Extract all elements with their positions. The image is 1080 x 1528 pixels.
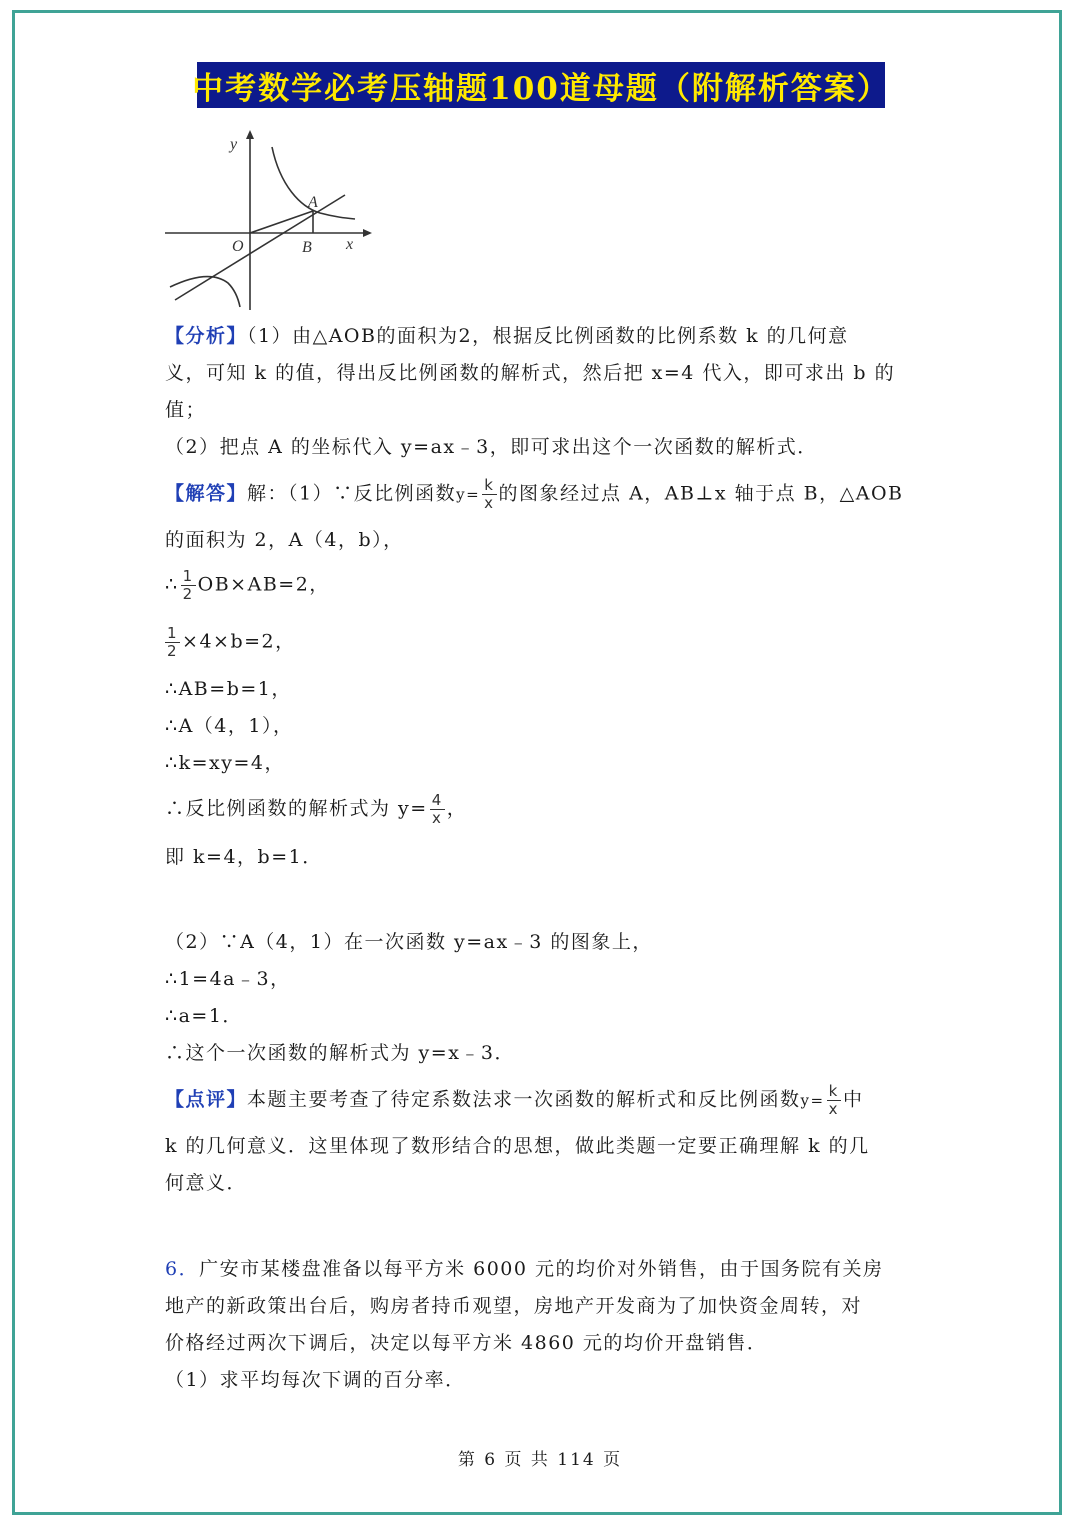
function-graph-figure (160, 125, 375, 315)
problem-number: 6． (165, 1258, 200, 1280)
comment-line-3: 何意义． (165, 1172, 248, 1194)
linear-function-line (175, 195, 345, 300)
point-b-label: B (302, 239, 312, 256)
comment-line-1 (165, 1083, 863, 1118)
fraction-k-over-x (827, 1083, 841, 1118)
solution-line-5: ∴AB=b=1， (165, 678, 292, 700)
analysis-tag: 【分析】 (165, 325, 248, 347)
solution-line-1 (165, 477, 904, 512)
solution-line-9: 即 k=4，b=1． (165, 846, 323, 868)
fraction-numerator: k (482, 477, 496, 495)
segment-oa (250, 211, 313, 233)
solution-line-4 (165, 625, 296, 660)
point-a-label: A (308, 194, 318, 211)
analysis-line-1 (165, 322, 849, 350)
analysis-line-3: 值； (165, 399, 207, 421)
fraction-numerator: 4 (431, 791, 443, 809)
therefore-symbol: ∴ (165, 573, 179, 596)
x-axis-arrow (363, 229, 372, 237)
solution-line-7: ∴k=xy=4， (165, 752, 285, 774)
solution-line-2: 的面积为 2，A（4，b）， (165, 529, 404, 551)
fraction-one-half (165, 625, 180, 660)
comment-text-1-post: 中 (842, 1088, 864, 1111)
problem-6-text-1: 广安市某楼盘准备以每平方米 6000 元的均价对外销售，由于国务院有关房 (199, 1258, 884, 1280)
fraction-four-over-x (430, 792, 445, 827)
solution-tag: 【解答】 (165, 482, 248, 505)
fraction-numerator: 1 (182, 567, 194, 585)
solution-line-10: （2）∵A（4，1）在一次函数 y=ax﹣3 的图象上， (165, 931, 653, 953)
solution-text-8-pre: ∴反比例函数的解析式为 y= (165, 797, 428, 820)
solution-text-3: OB×AB=2， (197, 573, 330, 596)
solution-line-3 (165, 568, 330, 603)
fraction-numerator: k (827, 1083, 841, 1101)
solution-line-13: ∴这个一次函数的解析式为 y=x﹣3． (165, 1042, 515, 1064)
solution-text-4: ×4×b=2， (182, 630, 296, 653)
origin-label: O (232, 238, 244, 255)
page-number-footer: 第 6 页 共 114 页 (457, 1450, 623, 1470)
analysis-text-1: （1）由△AOB的面积为2，根据反比例函数的比例系数 k 的几何意 (247, 325, 849, 347)
fraction-k-over-x (482, 477, 496, 512)
page-title: 中考数学必考压轴题100道母题（附解析答案） (197, 62, 885, 108)
solution-line-8 (165, 792, 467, 827)
solution-text-1-pre: 解：（1）∵反比例函数 (247, 482, 457, 505)
solution-line-11: ∴1=4a﹣3， (165, 968, 291, 990)
comment-line-2: k 的几何意义．这里体现了数形结合的思想，做此类题一定要正确理解 k 的几 (165, 1135, 870, 1157)
fraction-denominator: x (432, 809, 443, 827)
solution-line-6: ∴A（4，1）， (165, 715, 294, 737)
solution-text-8-post: ， (446, 797, 468, 820)
solution-text-1-post: 的图象经过点 A，AB⊥x 轴于点 B，△AOB (498, 482, 904, 505)
y-axis-arrow (246, 130, 254, 139)
problem-6-line-1 (165, 1255, 884, 1283)
problem-6-line-3: 价格经过两次下调后，决定以每平方米 4860 元的均价开盘销售． (165, 1332, 768, 1354)
x-axis-label: x (346, 236, 354, 253)
fraction-y-eq: y= (456, 485, 481, 504)
fraction-one-half (181, 568, 196, 603)
y-axis-label: y (230, 136, 238, 153)
problem-6-line-2: 地产的新政策出台后，购房者持币观望，房地产开发商为了加快资金周转，对 (165, 1295, 863, 1317)
comment-text-1-pre: 本题主要考查了待定系数法求一次函数的解析式和反比例函数 (247, 1088, 801, 1111)
fraction-y-eq: y= (800, 1091, 825, 1110)
solution-line-12: ∴a=1． (165, 1005, 243, 1027)
analysis-line-4: （2）把点 A 的坐标代入 y=ax﹣3，即可求出这个一次函数的解析式． (165, 436, 818, 458)
fraction-numerator: 1 (167, 624, 179, 642)
fraction-denominator: x (828, 1100, 839, 1118)
comment-tag: 【点评】 (165, 1088, 248, 1111)
problem-6-line-4: （1）求平均每次下调的百分率． (165, 1369, 466, 1391)
fraction-denominator: x (484, 494, 495, 512)
analysis-line-2: 义，可知 k 的值，得出反比例函数的解析式，然后把 x=4 代入，即可求出 b 的 (165, 362, 896, 384)
fraction-denominator: 2 (182, 585, 194, 603)
fraction-denominator: 2 (167, 642, 179, 660)
